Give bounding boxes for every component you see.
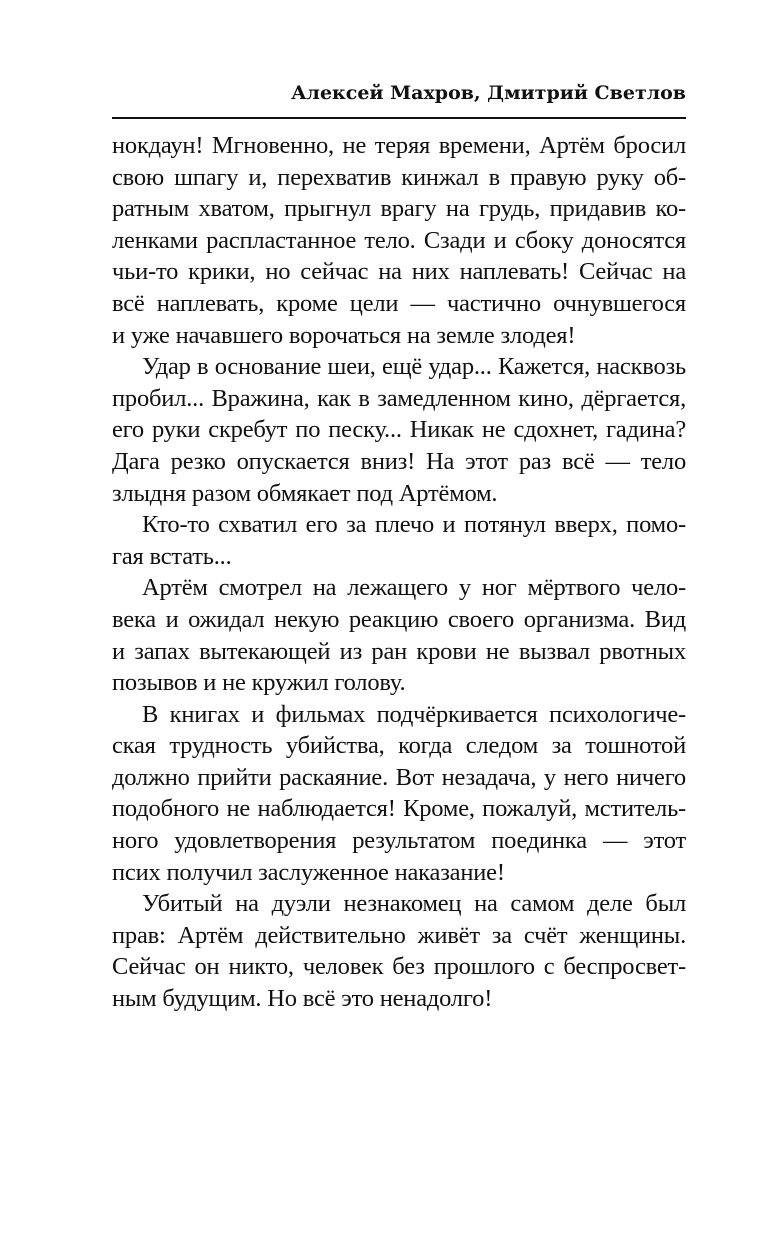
text-line: Кто-то схватил его за плечо и потянул вверх, помо- xyxy=(142,511,686,539)
text-line: Убитый на дуэли незнакомец на самом деле был xyxy=(142,890,686,918)
text-line: ным будущим. Но всё это ненадолго! xyxy=(112,985,493,1013)
text-line: злыдня разом обмякает под Артёмом. xyxy=(112,479,498,507)
text-line: нокдаун! Мгновенно, не теряя времени, Артём бросил xyxy=(112,132,686,159)
paragraph-1 xyxy=(112,130,686,351)
header-divider-rule xyxy=(112,117,686,119)
text-line: позывов и не кружил голову. xyxy=(112,669,406,697)
text-line: Сейчас он никто, человек без прошлого с беспросвет- xyxy=(112,953,686,981)
paragraph-2 xyxy=(112,351,686,509)
text-line: прав: Артём действительно живёт за счёт женщины. xyxy=(112,921,686,949)
text-line: его руки скребут по песку... Никак не сдохнет, гадина? xyxy=(112,416,686,444)
text-line: ного удовлетворения результатом поединка — этот xyxy=(112,827,686,855)
text-line: ратным хватом, прыгнул врагу на грудь, придавив ко- xyxy=(112,195,686,223)
text-line: и уже начавшего ворочаться на земле злодея! xyxy=(112,321,576,349)
text-line: псих получил заслуженное наказание! xyxy=(112,858,505,886)
paragraph-5 xyxy=(112,699,686,889)
text-line: Удар в основание шеи, ещё удар... Кажется, насквозь xyxy=(142,353,686,381)
body-text xyxy=(112,130,686,1015)
paragraph-6 xyxy=(112,888,686,1014)
text-line: В книгах и фильмах подчёркивается психологиче- xyxy=(142,700,686,728)
paragraph-3 xyxy=(112,509,686,572)
text-line: пробил... Вражина, как в замедленном кино, дёргается, xyxy=(112,384,686,412)
text-line: должно прийти раскаяние. Вот незадача, у него ничего xyxy=(112,763,686,791)
text-line: ская трудность убийства, когда следом за тошнотой xyxy=(112,732,686,760)
text-line: Артём смотрел на лежащего у ног мёртвого чело- xyxy=(142,574,686,602)
text-line: подобного не наблюдается! Кроме, пожалуй, мститель- xyxy=(112,795,686,823)
text-line: свою шпагу и, перехватив кинжал в правую руку об- xyxy=(112,163,686,191)
text-line: чьи-то крики, но сейчас на них наплевать! Сейчас на xyxy=(112,258,686,286)
paragraph-4 xyxy=(112,572,686,698)
running-header-authors: Алексей Махров, Дмитрий Светлов xyxy=(291,82,686,104)
text-line: века и ожидал некую реакцию своего организма. Вид xyxy=(112,605,686,633)
text-line: ленками распластанное тело. Сзади и сбоку доносятся xyxy=(112,226,686,254)
text-line: и запах вытекающей из ран крови не вызвал рвотных xyxy=(112,637,686,665)
text-line: гая встать... xyxy=(112,542,232,570)
text-line: Дага резко опускается вниз! На этот раз всё — тело xyxy=(112,447,686,475)
text-line: всё наплевать, кроме цели — частично очнувшегося xyxy=(112,289,686,317)
